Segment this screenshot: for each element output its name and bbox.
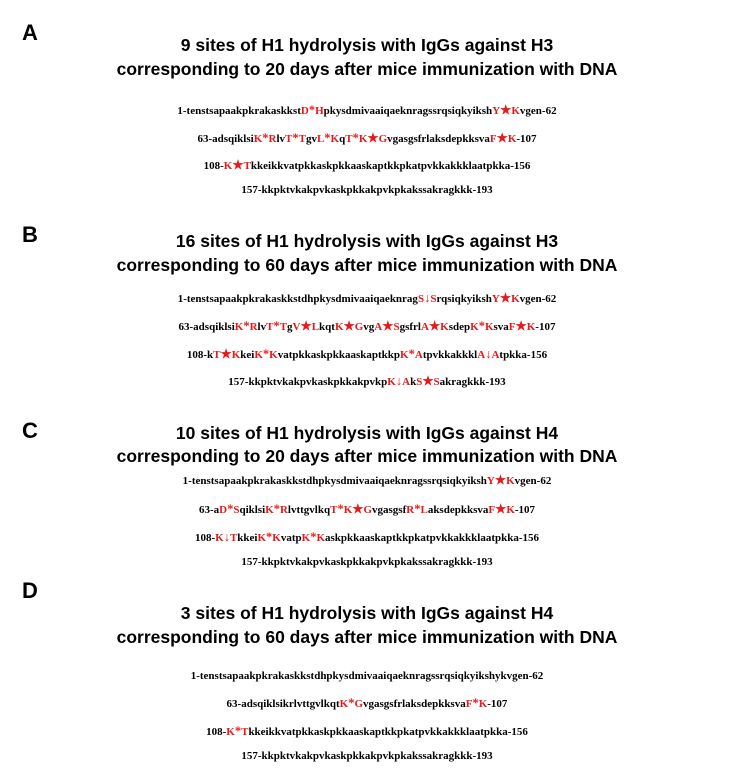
sequence-line <box>0 466 734 495</box>
hydrolysis-site: F★K <box>488 502 515 516</box>
sequence-text: 157-kkpktvkakpvkaskpkkakpvkpkakssakragkkk-193 <box>241 556 493 568</box>
star-marker-icon: ★ <box>343 319 355 333</box>
sequence-text: 63-adsqiklsi <box>178 321 235 333</box>
sequence-line <box>0 367 734 396</box>
sequence-text: 108- <box>203 160 224 172</box>
panel-title-line1: 3 sites of H1 hydrolysis with IgGs against H4 <box>180 603 554 623</box>
asterisk-marker-icon: * <box>348 696 355 710</box>
panel-letter: D <box>22 578 38 603</box>
hydrolysis-site: A★S <box>374 319 400 333</box>
star-marker-icon: ★ <box>382 319 394 333</box>
hydrolysis-site: K*K <box>301 530 326 544</box>
arrow-down-marker-icon: ↓ <box>395 374 403 388</box>
panel-title-line1: 9 sites of H1 hydrolysis with IgGs against H3 <box>180 35 554 55</box>
sequence-text: vatp <box>280 532 302 544</box>
hydrolysis-site: T*T <box>285 131 306 145</box>
sequence-text: vgasgsf <box>372 504 407 516</box>
sequence-text: 108-k <box>186 349 214 361</box>
sequence-text: vgen-62 <box>519 105 557 117</box>
sequence-text: vgasgsfrlaksdepkksva <box>363 698 466 710</box>
sequence-text: 1-tenstsapaakpkrakaskkstdhpkysdmivaaiqaeknragssrqsiqkyiksh <box>182 475 487 487</box>
sequence-text: gv <box>305 133 317 145</box>
sequence-text: vatpkkaskpkkaaskaptkkp <box>277 349 401 361</box>
hydrolysis-site: K★G <box>334 319 364 333</box>
hydrolysis-site: Y★K <box>492 103 520 117</box>
star-marker-icon: ★ <box>500 103 512 117</box>
asterisk-marker-icon: * <box>273 319 280 333</box>
star-marker-icon: ★ <box>495 502 507 516</box>
sequence-text: sdep <box>448 321 471 333</box>
star-marker-icon: ★ <box>300 319 312 333</box>
hydrolysis-site: K↓T <box>215 530 238 544</box>
hydrolysis-site: A★K <box>420 319 449 333</box>
asterisk-marker-icon: * <box>310 530 317 544</box>
sequence-text: lv <box>276 133 286 145</box>
sequence-text: 108- <box>194 532 216 544</box>
asterisk-marker-icon: * <box>262 347 270 361</box>
sequence-text: 157-kkpktvkakpvkaskpkkakpvkpkakssakragkkk-193 <box>241 184 493 196</box>
hydrolysis-site: F*K <box>465 696 488 710</box>
hydrolysis-site: K*K <box>470 319 494 333</box>
panel-title-line2: corresponding to 20 days after mice immunization with DNA <box>116 59 618 79</box>
star-marker-icon: ★ <box>494 473 507 487</box>
sequence-text: -107 <box>516 133 537 145</box>
asterisk-marker-icon: * <box>262 131 269 145</box>
sequence-text: lv <box>257 321 267 333</box>
asterisk-marker-icon: * <box>472 696 479 710</box>
star-marker-icon: ★ <box>428 319 441 333</box>
hydrolysis-site: Y★K <box>486 473 515 487</box>
asterisk-marker-icon: * <box>266 530 273 544</box>
sequence-line <box>0 662 734 690</box>
hydrolysis-site: A↓A <box>477 347 500 361</box>
asterisk-marker-icon: * <box>243 319 250 333</box>
panel-letter: C <box>22 418 38 443</box>
sequence-text: tpvkkakkkl <box>422 349 478 361</box>
hydrolysis-site: V★L <box>292 319 320 333</box>
sequence-text: 1-tenstsapaakpkrakaskkstdhpkysdmivaaiqaeknragssrqsiqkyikshykvgen-62 <box>190 670 544 682</box>
hydrolysis-site: K*R <box>234 319 258 333</box>
asterisk-marker-icon: * <box>352 131 359 145</box>
hydrolysis-site: R*L <box>406 502 428 516</box>
hydrolysis-site: D*S <box>219 502 240 516</box>
sequence-line <box>0 284 734 313</box>
sequence-text: kei <box>240 349 255 361</box>
hydrolysis-site: K*T <box>226 724 249 738</box>
sequence-text: kqt <box>319 321 335 333</box>
panel-title-line1: 16 sites of H1 hydrolysis with IgGs against H3 <box>175 231 559 251</box>
sequence-text: 157-kkpktvkakpvkaskpkkakpvkpkakssakragkkk-193 <box>241 750 493 762</box>
hydrolysis-site: S★S <box>416 374 440 388</box>
sequence-text: qiklsi <box>239 504 266 516</box>
sequence-text: 108- <box>206 726 227 738</box>
asterisk-marker-icon: * <box>408 347 415 361</box>
sequence-line <box>0 548 734 576</box>
sequence-line <box>0 312 734 341</box>
hydrolysis-site: Y★K <box>491 291 520 305</box>
sequence-text: askpkkaaskaptkkpkatpvkkakkklaatpkka-156 <box>325 532 540 544</box>
arrow-down-marker-icon: ↓ <box>223 530 230 544</box>
sequence-text: tpkka-156 <box>499 349 548 361</box>
sequence-line <box>0 689 734 718</box>
hydrolysis-site: F★K <box>489 131 517 145</box>
panel-title-line2: corresponding to 60 days after mice immunization with DNA <box>116 255 618 275</box>
sequence-text: 157-kkpktvkakpvkaskpkkakpvkp <box>228 376 388 388</box>
sequence-text: g <box>287 321 293 333</box>
asterisk-marker-icon: * <box>337 502 344 516</box>
asterisk-marker-icon: * <box>234 724 242 738</box>
panel-title-line2: corresponding to 20 days after mice immunization with DNA <box>116 446 618 466</box>
sequence-text: gsfrl <box>399 321 421 333</box>
sequence-line <box>0 340 734 369</box>
hydrolysis-site: K*R <box>253 131 277 145</box>
asterisk-marker-icon: * <box>292 131 299 145</box>
panel-title-line2: corresponding to 60 days after mice immunization with DNA <box>116 627 618 647</box>
sequence-text: vgen-62 <box>519 293 557 305</box>
asterisk-marker-icon: * <box>414 502 421 516</box>
hydrolysis-site: D*H <box>300 103 324 117</box>
sequence-text: kkei <box>237 532 258 544</box>
asterisk-marker-icon: * <box>227 502 234 516</box>
sequence-text: 1-tenstsapaakpkrakaskkst <box>177 105 301 117</box>
sequence-text: 63-adsqiklsi <box>197 133 254 145</box>
star-marker-icon: ★ <box>515 319 527 333</box>
sequence-text: pkysdmivaaiqaeknragssrqsiqkyiksh <box>323 105 493 117</box>
sequence-line <box>0 96 734 125</box>
hydrolysis-site: K*G <box>339 696 364 710</box>
sequence-text: -107 <box>535 321 556 333</box>
sequence-text: vgen-62 <box>514 475 552 487</box>
hydrolysis-site: T★K <box>213 347 241 361</box>
panel-title-line1: 10 sites of H1 hydrolysis with IgGs against H4 <box>175 423 559 443</box>
arrow-down-marker-icon: ↓ <box>485 347 492 361</box>
sequence-text: kkeikkvatpkkaskpkkaaskaptkkpkatpvkkakkklaatpkka-156 <box>248 726 528 738</box>
hydrolysis-site: K*A <box>400 347 423 361</box>
sequence-line <box>0 176 734 204</box>
panel-letter: A <box>22 20 38 45</box>
sequence-text: -107 <box>487 698 508 710</box>
sequence-text: rqsiqkyiksh <box>436 293 492 305</box>
asterisk-marker-icon: * <box>308 103 316 117</box>
sequence-text: 63-a <box>198 504 220 516</box>
sequence-text: vgasgsfrlaksdepkksva <box>387 133 490 145</box>
star-marker-icon: ★ <box>220 347 232 361</box>
hydrolysis-site: K↓A <box>387 374 411 388</box>
sequence-text: sva <box>493 321 509 333</box>
asterisk-marker-icon: * <box>324 131 331 145</box>
star-marker-icon: ★ <box>499 291 512 305</box>
sequence-text: vg <box>363 321 375 333</box>
star-marker-icon: ★ <box>367 131 379 145</box>
sequence-text: -107 <box>514 504 536 516</box>
sequence-text: q <box>339 133 346 145</box>
hydrolysis-site: S↓S <box>417 291 437 305</box>
hydrolysis-site: K*K <box>257 530 281 544</box>
hydrolysis-site: L*K <box>316 131 340 145</box>
hydrolysis-site: K*K <box>254 347 278 361</box>
hydrolysis-site: T*K★G <box>345 131 388 145</box>
asterisk-marker-icon: * <box>273 502 280 516</box>
sequence-line <box>0 742 734 770</box>
hydrolysis-site: K★T <box>223 158 251 172</box>
star-marker-icon: ★ <box>352 502 364 516</box>
asterisk-marker-icon: * <box>478 319 485 333</box>
star-marker-icon: ★ <box>496 131 508 145</box>
hydrolysis-site: T*T <box>266 319 288 333</box>
star-marker-icon: ★ <box>232 158 244 172</box>
sequence-text: aksdepkksva <box>427 504 489 516</box>
sequence-text: 63-adsqiklsikrlvttgvlkqt <box>226 698 340 710</box>
hydrolysis-site: F★K <box>508 319 536 333</box>
sequence-text: k <box>410 376 417 388</box>
arrow-down-marker-icon: ↓ <box>424 291 431 305</box>
sequence-text: akragkkk-193 <box>439 376 506 388</box>
hydrolysis-site: T*K★G <box>330 502 373 516</box>
sequence-text: lvttgvlkq <box>287 504 331 516</box>
sequence-text: kkeikkvatpkkaskpkkaaskaptkkpkatpvkkakkklaatpkka-156 <box>250 160 531 172</box>
panel-letter: B <box>22 222 38 247</box>
star-marker-icon: ★ <box>422 374 434 388</box>
sequence-text: 1-tenstsapaakpkrakaskkstdhpkysdmivaaiqaeknrag <box>177 293 418 305</box>
sequence-line <box>0 495 734 524</box>
hydrolysis-site: K*R <box>265 502 288 516</box>
sequence-line <box>0 124 734 153</box>
